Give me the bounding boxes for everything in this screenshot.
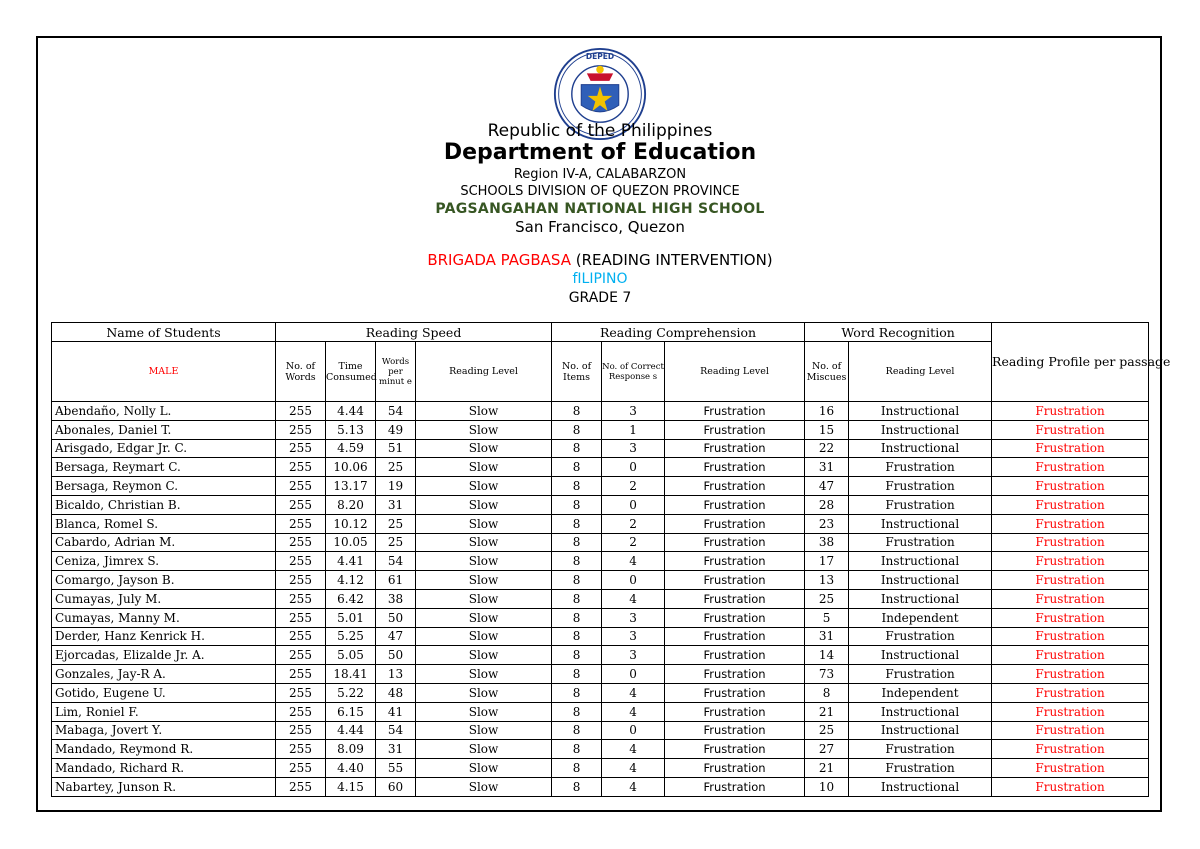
student-name-cell: Mandado, Richard R. [52, 759, 276, 778]
no-of-items-cell: 8 [552, 458, 602, 477]
header-recognition-reading-level: Reading Level [849, 342, 992, 402]
correct-responses-cell: 0 [602, 721, 665, 740]
words-per-minute-cell: 60 [376, 777, 416, 796]
speed-level-cell: Slow [416, 552, 552, 571]
no-of-miscues-cell: 21 [805, 759, 849, 778]
recognition-level-cell: Frustration [849, 458, 992, 477]
comprehension-level-cell: Frustration [665, 702, 805, 721]
time-consumed-cell: 5.01 [326, 608, 376, 627]
correct-responses-cell: 4 [602, 777, 665, 796]
reading-profile-cell: Frustration [992, 420, 1149, 439]
student-name-cell: Abonales, Daniel T. [52, 420, 276, 439]
reading-profile-cell: Frustration [992, 721, 1149, 740]
table-row [52, 552, 1149, 571]
no-of-miscues-cell: 10 [805, 777, 849, 796]
no-of-miscues-cell: 31 [805, 458, 849, 477]
header-reading-comprehension: Reading Comprehension [552, 323, 805, 342]
time-consumed-cell: 5.22 [326, 683, 376, 702]
speed-level-cell: Slow [416, 477, 552, 496]
no-of-miscues-cell: 21 [805, 702, 849, 721]
recognition-level-cell: Instructional [849, 702, 992, 721]
no-of-words-cell: 255 [276, 721, 326, 740]
no-of-items-cell: 8 [552, 402, 602, 421]
time-consumed-cell: 8.20 [326, 495, 376, 514]
table-row [52, 627, 1149, 646]
comprehension-level-cell: Frustration [665, 533, 805, 552]
recognition-level-cell: Instructional [849, 777, 992, 796]
table-row [52, 495, 1149, 514]
student-name-cell: Bersaga, Reymon C. [52, 477, 276, 496]
speed-level-cell: Slow [416, 495, 552, 514]
speed-level-cell: Slow [416, 420, 552, 439]
no-of-items-cell: 8 [552, 683, 602, 702]
no-of-miscues-cell: 25 [805, 589, 849, 608]
comprehension-level-cell: Frustration [665, 627, 805, 646]
header-reading-speed: Reading Speed [276, 323, 552, 342]
recognition-level-cell: Instructional [849, 514, 992, 533]
time-consumed-cell: 4.15 [326, 777, 376, 796]
words-per-minute-cell: 25 [376, 458, 416, 477]
no-of-miscues-cell: 27 [805, 740, 849, 759]
header-time-consumed: Time Consumed [326, 342, 376, 402]
table-row [52, 721, 1149, 740]
no-of-words-cell: 255 [276, 608, 326, 627]
time-consumed-cell: 4.44 [326, 402, 376, 421]
comprehension-level-cell: Frustration [665, 646, 805, 665]
no-of-items-cell: 8 [552, 646, 602, 665]
student-name-cell: Gotido, Eugene U. [52, 683, 276, 702]
header-no-of-miscues: No. of Miscues [805, 342, 849, 402]
reading-profile-cell: Frustration [992, 608, 1149, 627]
time-consumed-cell: 4.12 [326, 571, 376, 590]
header-no-of-items: No. of Items [552, 342, 602, 402]
recognition-level-cell: Instructional [849, 571, 992, 590]
no-of-words-cell: 255 [276, 458, 326, 477]
student-name-cell: Bicaldo, Christian B. [52, 495, 276, 514]
student-name-cell: Nabartey, Junson R. [52, 777, 276, 796]
time-consumed-cell: 13.17 [326, 477, 376, 496]
reading-profile-cell: Frustration [992, 683, 1149, 702]
comprehension-level-cell: Frustration [665, 439, 805, 458]
time-consumed-cell: 4.40 [326, 759, 376, 778]
no-of-words-cell: 255 [276, 627, 326, 646]
republic-heading: Republic of the Philippines [487, 121, 713, 141]
department-heading: Department of Education [443, 140, 757, 165]
comprehension-level-cell: Frustration [665, 759, 805, 778]
grade-label: GRADE 7 [568, 290, 632, 306]
reading-profile-cell: Frustration [992, 777, 1149, 796]
no-of-items-cell: 8 [552, 740, 602, 759]
recognition-level-cell: Instructional [849, 439, 992, 458]
table-row [52, 608, 1149, 627]
no-of-miscues-cell: 16 [805, 402, 849, 421]
time-consumed-cell: 8.09 [326, 740, 376, 759]
recognition-level-cell: Frustration [849, 627, 992, 646]
table-row [52, 402, 1149, 421]
table-row [52, 589, 1149, 608]
no-of-words-cell: 255 [276, 571, 326, 590]
reading-profile-cell: Frustration [992, 646, 1149, 665]
reading-profile-cell: Frustration [992, 533, 1149, 552]
reading-profile-cell: Frustration [992, 439, 1149, 458]
svg-text:DEPED: DEPED [585, 52, 615, 62]
header-speed-reading-level: Reading Level [416, 342, 552, 402]
correct-responses-cell: 4 [602, 683, 665, 702]
student-name-cell: Bersaga, Reymart C. [52, 458, 276, 477]
correct-responses-cell: 1 [602, 420, 665, 439]
speed-level-cell: Slow [416, 627, 552, 646]
recognition-level-cell: Frustration [849, 533, 992, 552]
speed-level-cell: Slow [416, 571, 552, 590]
time-consumed-cell: 18.41 [326, 665, 376, 684]
speed-level-cell: Slow [416, 702, 552, 721]
speed-level-cell: Slow [416, 683, 552, 702]
comprehension-level-cell: Frustration [665, 477, 805, 496]
reading-profile-cell: Frustration [992, 702, 1149, 721]
time-consumed-cell: 10.06 [326, 458, 376, 477]
reading-profile-cell: Frustration [992, 740, 1149, 759]
correct-responses-cell: 4 [602, 552, 665, 571]
no-of-items-cell: 8 [552, 759, 602, 778]
no-of-miscues-cell: 73 [805, 665, 849, 684]
student-name-cell: Comargo, Jayson B. [52, 571, 276, 590]
no-of-miscues-cell: 17 [805, 552, 849, 571]
no-of-items-cell: 8 [552, 702, 602, 721]
region-line: Region IV-A, CALABARZON [513, 167, 687, 182]
no-of-items-cell: 8 [552, 514, 602, 533]
no-of-words-cell: 255 [276, 777, 326, 796]
no-of-words-cell: 255 [276, 533, 326, 552]
words-per-minute-cell: 25 [376, 533, 416, 552]
correct-responses-cell: 0 [602, 665, 665, 684]
document-title [0, 251, 1200, 269]
no-of-items-cell: 8 [552, 477, 602, 496]
table-row [52, 665, 1149, 684]
title-intervention: (READING INTERVENTION) [570, 251, 773, 269]
no-of-words-cell: 255 [276, 702, 326, 721]
no-of-items-cell: 8 [552, 495, 602, 514]
speed-level-cell: Slow [416, 402, 552, 421]
no-of-items-cell: 8 [552, 721, 602, 740]
words-per-minute-cell: 31 [376, 740, 416, 759]
no-of-items-cell: 8 [552, 533, 602, 552]
time-consumed-cell: 6.15 [326, 702, 376, 721]
recognition-level-cell: Frustration [849, 740, 992, 759]
no-of-words-cell: 255 [276, 683, 326, 702]
time-consumed-cell: 4.59 [326, 439, 376, 458]
table-row [52, 777, 1149, 796]
reading-profile-cell: Frustration [992, 665, 1149, 684]
table-row [52, 439, 1149, 458]
student-name-cell: Lim, Roniel F. [52, 702, 276, 721]
correct-responses-cell: 3 [602, 627, 665, 646]
table-row [52, 420, 1149, 439]
correct-responses-cell: 2 [602, 533, 665, 552]
reading-profile-cell: Frustration [992, 627, 1149, 646]
student-name-cell: Derder, Hanz Kenrick H. [52, 627, 276, 646]
recognition-level-cell: Instructional [849, 552, 992, 571]
speed-level-cell: Slow [416, 514, 552, 533]
student-name-cell: Ejorcadas, Elizalde Jr. A. [52, 646, 276, 665]
time-consumed-cell: 4.41 [326, 552, 376, 571]
comprehension-level-cell: Frustration [665, 608, 805, 627]
reading-profile-cell: Frustration [992, 477, 1149, 496]
recognition-level-cell: Frustration [849, 477, 992, 496]
reading-profile-cell: Frustration [992, 552, 1149, 571]
table-row [52, 458, 1149, 477]
no-of-items-cell: 8 [552, 571, 602, 590]
words-per-minute-cell: 41 [376, 702, 416, 721]
student-name-cell: Blanca, Romel S. [52, 514, 276, 533]
header-reading-profile: Reading Profile per passage [992, 323, 1149, 402]
recognition-level-cell: Frustration [849, 495, 992, 514]
student-name-cell: Mandado, Reymond R. [52, 740, 276, 759]
table-row [52, 514, 1149, 533]
words-per-minute-cell: 61 [376, 571, 416, 590]
comprehension-level-cell: Frustration [665, 777, 805, 796]
reading-profile-cell: Frustration [992, 571, 1149, 590]
words-per-minute-cell: 47 [376, 627, 416, 646]
recognition-level-cell: Instructional [849, 721, 992, 740]
no-of-words-cell: 255 [276, 665, 326, 684]
recognition-level-cell: Instructional [849, 589, 992, 608]
recognition-level-cell: Instructional [849, 646, 992, 665]
no-of-miscues-cell: 14 [805, 646, 849, 665]
speed-level-cell: Slow [416, 665, 552, 684]
no-of-miscues-cell: 38 [805, 533, 849, 552]
comprehension-level-cell: Frustration [665, 420, 805, 439]
words-per-minute-cell: 25 [376, 514, 416, 533]
comprehension-level-cell: Frustration [665, 589, 805, 608]
correct-responses-cell: 3 [602, 439, 665, 458]
recognition-level-cell: Instructional [849, 402, 992, 421]
comprehension-level-cell: Frustration [665, 458, 805, 477]
correct-responses-cell: 3 [602, 402, 665, 421]
student-rows [52, 402, 1149, 797]
table-row [52, 702, 1149, 721]
words-per-minute-cell: 54 [376, 721, 416, 740]
words-per-minute-cell: 31 [376, 495, 416, 514]
no-of-words-cell: 255 [276, 439, 326, 458]
comprehension-level-cell: Frustration [665, 665, 805, 684]
correct-responses-cell: 4 [602, 589, 665, 608]
recognition-level-cell: Independent [849, 683, 992, 702]
no-of-words-cell: 255 [276, 402, 326, 421]
no-of-words-cell: 255 [276, 589, 326, 608]
no-of-miscues-cell: 31 [805, 627, 849, 646]
no-of-words-cell: 255 [276, 495, 326, 514]
time-consumed-cell: 5.05 [326, 646, 376, 665]
no-of-words-cell: 255 [276, 646, 326, 665]
reading-profile-cell: Frustration [992, 589, 1149, 608]
header-correct-responses: No. of Correct Response s [602, 342, 665, 402]
words-per-minute-cell: 13 [376, 665, 416, 684]
comprehension-level-cell: Frustration [665, 740, 805, 759]
time-consumed-cell: 10.05 [326, 533, 376, 552]
subject-label: fILIPINO [572, 271, 628, 287]
title-program: BRIGADA PAGBASA [427, 251, 571, 269]
no-of-miscues-cell: 25 [805, 721, 849, 740]
no-of-miscues-cell: 15 [805, 420, 849, 439]
speed-level-cell: Slow [416, 740, 552, 759]
student-name-cell: Cumayas, July M. [52, 589, 276, 608]
words-per-minute-cell: 51 [376, 439, 416, 458]
school-location: San Francisco, Quezon [515, 218, 685, 236]
no-of-miscues-cell: 13 [805, 571, 849, 590]
words-per-minute-cell: 54 [376, 402, 416, 421]
time-consumed-cell: 10.12 [326, 514, 376, 533]
no-of-miscues-cell: 5 [805, 608, 849, 627]
no-of-miscues-cell: 22 [805, 439, 849, 458]
no-of-words-cell: 255 [276, 477, 326, 496]
comprehension-level-cell: Frustration [665, 721, 805, 740]
words-per-minute-cell: 19 [376, 477, 416, 496]
words-per-minute-cell: 38 [376, 589, 416, 608]
no-of-miscues-cell: 23 [805, 514, 849, 533]
speed-level-cell: Slow [416, 439, 552, 458]
correct-responses-cell: 0 [602, 458, 665, 477]
comprehension-level-cell: Frustration [665, 514, 805, 533]
speed-level-cell: Slow [416, 533, 552, 552]
no-of-words-cell: 255 [276, 759, 326, 778]
table-row [52, 740, 1149, 759]
reading-profile-table [51, 322, 1171, 797]
recognition-level-cell: Frustration [849, 759, 992, 778]
no-of-words-cell: 255 [276, 552, 326, 571]
speed-level-cell: Slow [416, 646, 552, 665]
header-word-recognition: Word Recognition [805, 323, 992, 342]
table-row [52, 646, 1149, 665]
comprehension-level-cell: Frustration [665, 683, 805, 702]
student-name-cell: Arisgado, Edgar Jr. C. [52, 439, 276, 458]
reading-profile-cell: Frustration [992, 458, 1149, 477]
correct-responses-cell: 2 [602, 477, 665, 496]
time-consumed-cell: 4.44 [326, 721, 376, 740]
time-consumed-cell: 6.42 [326, 589, 376, 608]
no-of-items-cell: 8 [552, 608, 602, 627]
words-per-minute-cell: 48 [376, 683, 416, 702]
no-of-items-cell: 8 [552, 439, 602, 458]
comprehension-level-cell: Frustration [665, 495, 805, 514]
words-per-minute-cell: 49 [376, 420, 416, 439]
speed-level-cell: Slow [416, 759, 552, 778]
student-name-cell: Abendaño, Nolly L. [52, 402, 276, 421]
correct-responses-cell: 4 [602, 740, 665, 759]
school-name: PAGSANGAHAN NATIONAL HIGH SCHOOL [435, 201, 765, 217]
table-row [52, 533, 1149, 552]
recognition-level-cell: Independent [849, 608, 992, 627]
comprehension-level-cell: Frustration [665, 552, 805, 571]
table-row [52, 477, 1149, 496]
reading-profile-cell: Frustration [992, 514, 1149, 533]
student-name-cell: Cumayas, Manny M. [52, 608, 276, 627]
no-of-words-cell: 255 [276, 514, 326, 533]
no-of-items-cell: 8 [552, 420, 602, 439]
header-words-per-minute: Words per minut e [376, 342, 416, 402]
reading-profile-cell: Frustration [992, 402, 1149, 421]
words-per-minute-cell: 50 [376, 608, 416, 627]
no-of-items-cell: 8 [552, 589, 602, 608]
no-of-miscues-cell: 28 [805, 495, 849, 514]
no-of-miscues-cell: 47 [805, 477, 849, 496]
division-line: SCHOOLS DIVISION OF QUEZON PROVINCE [460, 184, 740, 199]
time-consumed-cell: 5.13 [326, 420, 376, 439]
no-of-items-cell: 8 [552, 665, 602, 684]
correct-responses-cell: 3 [602, 646, 665, 665]
reading-profile-cell: Frustration [992, 759, 1149, 778]
correct-responses-cell: 4 [602, 759, 665, 778]
speed-level-cell: Slow [416, 589, 552, 608]
header-male: MALE [52, 342, 276, 402]
table-row [52, 571, 1149, 590]
words-per-minute-cell: 55 [376, 759, 416, 778]
correct-responses-cell: 0 [602, 571, 665, 590]
student-name-cell: Cabardo, Adrian M. [52, 533, 276, 552]
no-of-items-cell: 8 [552, 552, 602, 571]
time-consumed-cell: 5.25 [326, 627, 376, 646]
speed-level-cell: Slow [416, 721, 552, 740]
no-of-items-cell: 8 [552, 777, 602, 796]
student-name-cell: Mabaga, Jovert Y. [52, 721, 276, 740]
header-no-of-words: No. of Words [276, 342, 326, 402]
student-name-cell: Gonzales, Jay-R A. [52, 665, 276, 684]
speed-level-cell: Slow [416, 777, 552, 796]
no-of-words-cell: 255 [276, 740, 326, 759]
correct-responses-cell: 2 [602, 514, 665, 533]
correct-responses-cell: 4 [602, 702, 665, 721]
correct-responses-cell: 0 [602, 495, 665, 514]
student-name-cell: Ceniza, Jimrex S. [52, 552, 276, 571]
comprehension-level-cell: Frustration [665, 402, 805, 421]
reading-profile-cell: Frustration [992, 495, 1149, 514]
comprehension-level-cell: Frustration [665, 571, 805, 590]
no-of-items-cell: 8 [552, 627, 602, 646]
table-row [52, 683, 1149, 702]
header-comprehension-reading-level: Reading Level [665, 342, 805, 402]
recognition-level-cell: Instructional [849, 420, 992, 439]
correct-responses-cell: 3 [602, 608, 665, 627]
header-name-of-students: Name of Students [52, 323, 276, 342]
speed-level-cell: Slow [416, 458, 552, 477]
speed-level-cell: Slow [416, 608, 552, 627]
no-of-miscues-cell: 8 [805, 683, 849, 702]
table-row [52, 759, 1149, 778]
words-per-minute-cell: 54 [376, 552, 416, 571]
words-per-minute-cell: 50 [376, 646, 416, 665]
no-of-words-cell: 255 [276, 420, 326, 439]
recognition-level-cell: Frustration [849, 665, 992, 684]
